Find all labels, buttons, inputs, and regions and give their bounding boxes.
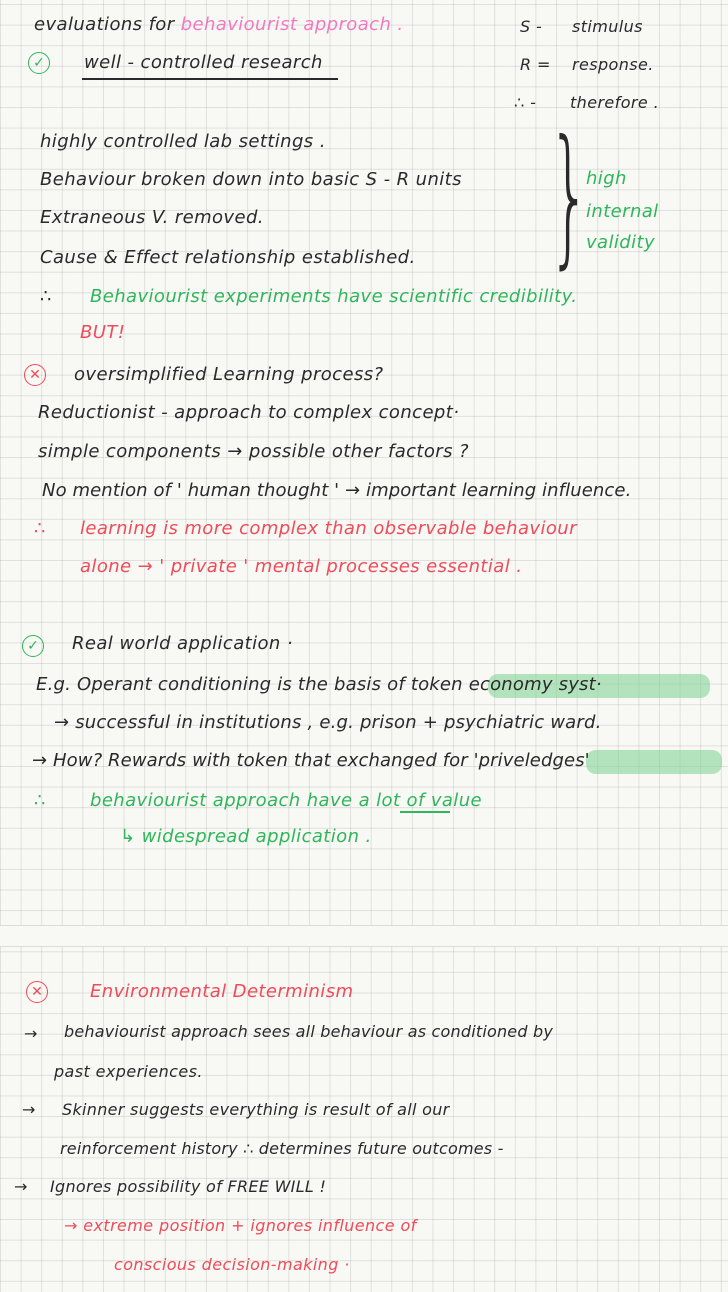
point-successful: → successful in institutions , e.g. prison + psychiatric ward. bbox=[54, 712, 602, 733]
conclusion-value: behaviourist approach have a lot of value bbox=[90, 790, 482, 811]
point-conscious-decision: conscious decision-making · bbox=[114, 1255, 350, 1274]
conclusion-credibility: Behaviourist experiments have scientific credibility. bbox=[90, 286, 578, 307]
point-cause-effect: Cause & Effect relationship established. bbox=[40, 247, 416, 268]
point-conditioned: behaviourist approach sees all behaviour as conditioned by bbox=[64, 1022, 554, 1041]
key-word-stimulus: stimulus bbox=[572, 17, 643, 36]
point-free-will: Ignores possibility of FREE WILL ! bbox=[50, 1177, 327, 1196]
key-word-therefore: therefore . bbox=[570, 93, 660, 112]
key-word-response: response. bbox=[572, 55, 654, 74]
brace-label-internal: internal bbox=[586, 201, 659, 222]
therefore-symbol-3: ∴ bbox=[34, 790, 46, 811]
conclusion-widespread: ↳ widespread application . bbox=[120, 826, 372, 847]
point-operant-conditioning bbox=[36, 674, 602, 696]
point-reinforcement: reinforcement history ∴ determines future outcomes - bbox=[60, 1139, 504, 1158]
brace-label-validity: validity bbox=[586, 232, 656, 253]
but-note: BUT! bbox=[80, 322, 126, 343]
arrow-bullet-1: → bbox=[24, 1024, 38, 1043]
point-skinner: Skinner suggests everything is result of all our bbox=[62, 1100, 450, 1119]
arrow-bullet-2: → bbox=[22, 1100, 36, 1119]
cross-mark-icon-2: ✕ bbox=[26, 981, 48, 1003]
highlight-priveledges bbox=[586, 750, 722, 774]
brace-icon: } bbox=[548, 109, 591, 283]
point-extraneous: Extraneous V. removed. bbox=[40, 207, 264, 228]
point-how-rewards bbox=[32, 750, 590, 772]
point-extreme-position: → extreme position + ignores influence of bbox=[64, 1216, 417, 1235]
check-mark-icon: ✓ bbox=[28, 52, 50, 74]
section-heading-determinism: Environmental Determinism bbox=[90, 981, 354, 1002]
conclusion-private-processes: alone → ' private ' mental processes essential . bbox=[80, 556, 523, 577]
point-human-thought: No mention of ' human thought ' → important learning influence. bbox=[42, 480, 632, 501]
title-prefix: evaluations for bbox=[34, 14, 175, 35]
therefore-symbol-2: ∴ bbox=[34, 518, 46, 539]
point-sr-units: Behaviour broken down into basic S - R units bbox=[40, 169, 462, 190]
rewards-text: → How? Rewards with token that exchanged for bbox=[32, 750, 474, 771]
check-mark-icon-2: ✓ bbox=[22, 635, 44, 657]
therefore-symbol: ∴ bbox=[40, 286, 52, 307]
conclusion-learning-complex: learning is more complex than observable behaviour bbox=[80, 518, 577, 539]
priveledges-text: 'priveledges' bbox=[473, 750, 590, 771]
point-past-experiences: past experiences. bbox=[54, 1062, 203, 1081]
section-heading-well-controlled: well - controlled research bbox=[84, 52, 323, 73]
key-symbol-r: R = bbox=[520, 55, 551, 74]
section-heading-real-world: Real world application · bbox=[72, 633, 293, 654]
key-symbol-therefore: ∴ - bbox=[514, 93, 537, 112]
point-lab-settings: highly controlled lab settings . bbox=[40, 131, 326, 152]
page-title bbox=[34, 14, 404, 36]
heading-underline bbox=[82, 78, 338, 80]
operant-text: E.g. Operant conditioning is the basis of bbox=[36, 674, 411, 695]
token-economy-text: token economy syst· bbox=[410, 674, 602, 695]
cross-mark-icon: ✕ bbox=[24, 364, 46, 386]
notes-page-2 bbox=[0, 945, 728, 1292]
key-symbol-s: S - bbox=[520, 17, 543, 36]
arrow-bullet-3: → bbox=[14, 1177, 28, 1196]
title-dot: . bbox=[397, 14, 404, 35]
section-heading-oversimplified: oversimplified Learning process? bbox=[74, 364, 384, 385]
page-divider bbox=[0, 925, 728, 947]
point-simple-components: simple components → possible other factors ? bbox=[38, 441, 469, 462]
title-topic: behaviourist approach bbox=[180, 14, 392, 35]
point-reductionist: Reductionist - approach to complex concept· bbox=[38, 402, 460, 423]
brace-label-high: high bbox=[586, 168, 627, 189]
underline-a-lot bbox=[400, 811, 450, 813]
